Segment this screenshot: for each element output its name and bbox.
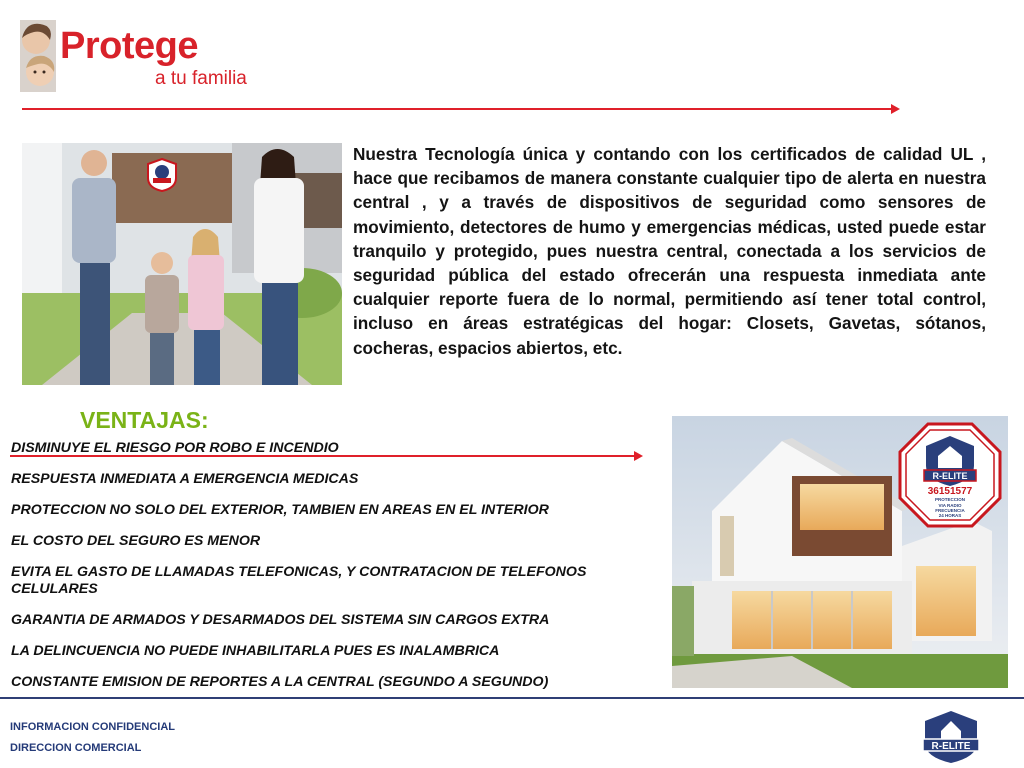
badge-phone-text: 36151577: [927, 486, 973, 497]
ventajas-heading: VENTAJAS:: [80, 407, 209, 433]
footer-r-elite-logo: [919, 709, 983, 765]
benefits-list: [11, 440, 671, 691]
badge-line1-text: PROTECCION: [934, 497, 966, 502]
benefit-item: PROTECCION NO SOLO DEL EXTERIOR, TAMBIEN EN AREAS EN EL INTERIOR: [11, 502, 549, 518]
benefit-item: LA DELINCUENCIA NO PUEDE INHABILITARLA PUES ES INALAMBRICA: [11, 643, 500, 659]
family-photo: [22, 143, 342, 385]
logo-subtitle: a tu familia: [155, 68, 247, 89]
footer-logo-text: R-ELITE: [931, 741, 971, 752]
logo-kids-image: [20, 20, 56, 92]
house-photo: [672, 416, 1008, 688]
logo-title: Protege: [60, 25, 198, 67]
footer-confidential-text: INFORMACION CONFIDENCIAL: [10, 721, 175, 733]
footer-divider: [0, 697, 1024, 699]
badge-line2-text: VIA RADIO: [938, 503, 962, 508]
benefit-item: CONSTANTE EMISION DE REPORTES A LA CENTRAL (SEGUNDO A SEGUNDO): [11, 674, 549, 690]
badge-brand-text: R-ELITE: [932, 471, 968, 481]
header-arrow-divider: [22, 108, 892, 110]
benefit-item: DISMINUYE EL RIESGO POR ROBO E INCENDIO: [11, 440, 339, 456]
footer-department-text: DIRECCION COMERCIAL: [10, 742, 142, 754]
small-badge-icon: [147, 158, 177, 192]
badge-line4-text: 24 HORAS: [938, 513, 962, 518]
benefit-item: GARANTIA DE ARMADOS Y DESARMADOS DEL SISTEMA SIN CARGOS EXTRA: [11, 612, 550, 628]
r-elite-badge: [898, 422, 1002, 528]
intro-paragraph: Nuestra Tecnología única y contando con los certificados de calidad UL , hace que recibamos de manera constante cualquier tipo de alerta en nuestra central , y a través de dispositivos de seguridad como sensores de movimiento, detectores de humo y emergencias médicas, usted puede estar tranquilo y protegido, pues nuestra central, conectada a los servicios de seguridad pública del estado ofrecerán una respuesta inmediata ante cualquier reporte fuera de lo normal, permitiendo así tener total control, incluso en áreas estratégicas del hogar: Closets, Gavetas, sótanos, cocheras, espacios abiertos, etc.: [353, 144, 986, 358]
badge-line3-text: FRECUENCIA: [935, 508, 965, 513]
benefit-item: RESPUESTA INMEDIATA A EMERGENCIA MEDICAS: [11, 471, 359, 487]
benefit-item: EL COSTO DEL SEGURO ES MENOR: [11, 533, 261, 549]
benefit-item: EVITA EL GASTO DE LLAMADAS TELEFONICAS, Y CONTRATACION DE TELEFONOS CELULARES: [11, 564, 587, 597]
